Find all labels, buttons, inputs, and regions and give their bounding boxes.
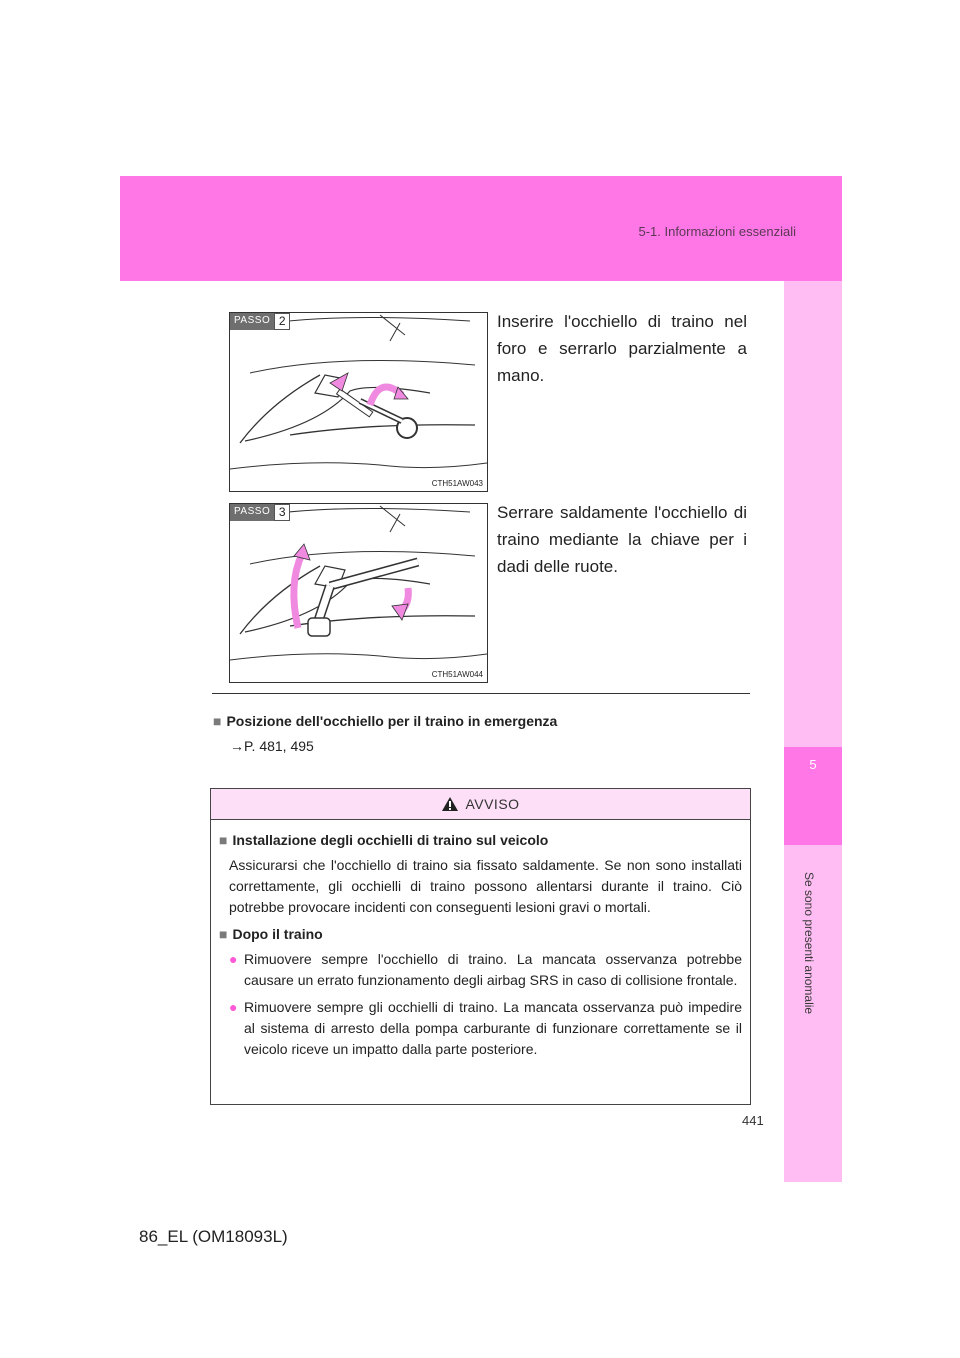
tow-eye-insert-illustration bbox=[230, 313, 487, 491]
section-title: 5-1. Informazioni essenziali bbox=[638, 224, 796, 239]
chapter-number: 5 bbox=[809, 757, 817, 772]
step-3-text: Serrare saldamente l'occhiello di traino mediante la chiave per i dadi delle ruote. bbox=[497, 503, 747, 576]
step-3-figure bbox=[229, 503, 488, 683]
warning-heading bbox=[219, 830, 742, 851]
step-badge bbox=[230, 504, 290, 521]
note-title bbox=[213, 713, 557, 729]
figure-code: CTH51AW043 bbox=[431, 479, 483, 488]
warning-item-text: Rimuovere sempre l'occhiello di traino. La mancata osservanza potrebbe causare un errato funzionamento degli airbag SRS in caso di collisione frontale. bbox=[244, 951, 742, 988]
step-2-text: Inserire l'occhiello di traino nel foro e serrarlo parzialmente a mano. bbox=[497, 312, 747, 385]
wrench-tighten-illustration bbox=[230, 504, 487, 682]
figure-code: CTH51AW044 bbox=[431, 670, 483, 679]
page-number: 441 bbox=[742, 1113, 764, 1128]
step-number: 2 bbox=[274, 313, 290, 330]
square-bullet-icon: ■ bbox=[219, 926, 228, 942]
warning-triangle-icon bbox=[441, 796, 459, 812]
step-number: 3 bbox=[274, 504, 290, 521]
note-title-text: Posizione dell'occhiello per il traino in emergenza bbox=[226, 713, 558, 729]
side-tab-upper bbox=[784, 281, 842, 747]
document-code: 86_EL (OM18093L) bbox=[139, 1227, 288, 1246]
chapter-tab bbox=[784, 747, 842, 845]
chapter-label: Se sono presenti anomalie bbox=[802, 872, 816, 1015]
step-badge bbox=[230, 313, 290, 330]
warning-heading-text: Installazione degli occhielli di traino sul veicolo bbox=[232, 832, 549, 848]
circle-bullet-icon: ● bbox=[229, 999, 238, 1015]
warning-list-item bbox=[219, 949, 742, 991]
warning-paragraph: Assicurarsi che l'occhiello di traino sia fissato saldamente. Se non sono installati correttamente, gli occhielli di traino possono allentarsi durante il traino. Ciò potrebbe provocare incidenti con conseguenti lesioni gravi o mortali. bbox=[229, 857, 742, 915]
warning-item-text: Rimuovere sempre gli occhielli di traino. La mancata osservanza può impedire al sistema di arresto della pompa carburante di funzionare correttamente se il veicolo riceve un impatto dalla parte posteriore. bbox=[244, 999, 742, 1057]
warning-header bbox=[211, 789, 750, 820]
warning-body bbox=[211, 820, 750, 1060]
section-divider bbox=[212, 693, 750, 694]
page-reference: →P. 481, 495 bbox=[230, 738, 314, 754]
square-bullet-icon: ■ bbox=[219, 832, 228, 848]
step-word: PASSO bbox=[230, 504, 274, 521]
warning-heading bbox=[219, 924, 742, 945]
warning-box bbox=[210, 788, 751, 1105]
step-2-figure bbox=[229, 312, 488, 492]
circle-bullet-icon: ● bbox=[229, 951, 238, 967]
warning-heading-text: Dopo il traino bbox=[232, 926, 323, 942]
header-band bbox=[120, 176, 842, 281]
step-word: PASSO bbox=[230, 313, 274, 330]
warning-label: AVVISO bbox=[465, 796, 520, 812]
warning-list-item bbox=[219, 997, 742, 1060]
square-bullet-icon: ■ bbox=[213, 713, 222, 729]
